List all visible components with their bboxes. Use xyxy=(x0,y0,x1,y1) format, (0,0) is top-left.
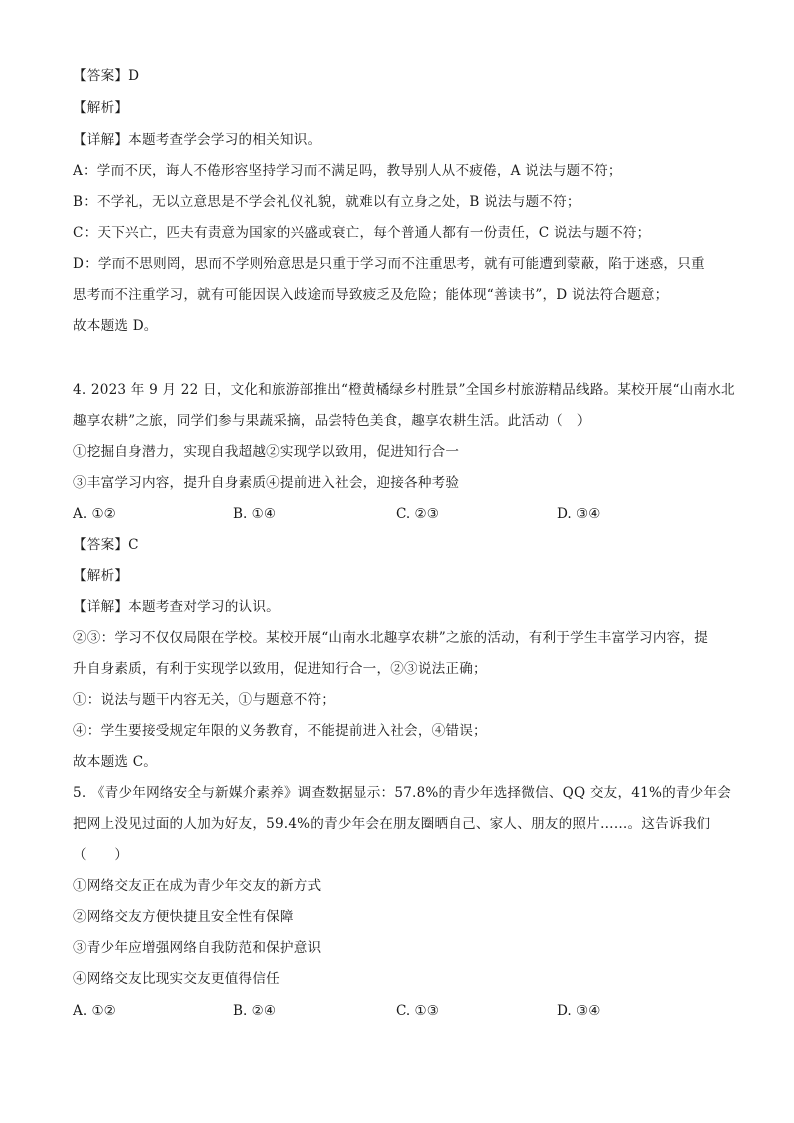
q4-option-c: C. ②③ xyxy=(396,506,439,522)
q4-detail-line: 升自身素质，有利于实现学以致用，促进知行合一，②③说法正确； xyxy=(73,661,487,677)
q5-option-c: C. ①③ xyxy=(396,1003,439,1019)
q4-detail-line: ②③：学习不仅仅局限在学校。某校开展“山南水北趣享农耕”之旅的活动，有利于学生丰富学习内容，提 xyxy=(73,630,709,646)
q3-answer: 【答案】D xyxy=(73,68,140,84)
q4-detail-line: 【详解】本题考查对学习的认识。 xyxy=(73,599,280,615)
q5-option-a: A. ①② xyxy=(73,1003,116,1019)
q3-detail-line: C：天下兴亡，匹夫有责意为国家的兴盛或衰亡，每个普通人都有一份责任，C 说法与题不符； xyxy=(73,225,651,241)
q4-detail-line: 故本题选 C。 xyxy=(73,754,158,770)
q5-stem-line: ①网络交友正在成为青少年交友的新方式 xyxy=(73,878,322,894)
q4-option-a: A. ①② xyxy=(73,506,116,522)
q4-answer: 【答案】C xyxy=(73,537,139,553)
q3-detail-line: A：学而不厌，诲人不倦形容坚持学习而不满足吗，教导别人从不疲倦，A 说法与题不符； xyxy=(73,163,622,179)
q4-stem-line: ①挖掘自身潜力，实现自我超越②实现学以致用，促进知行合一 xyxy=(73,444,460,460)
q5-stem-line: ③青少年应增强网络自我防范和保护意识 xyxy=(73,940,322,956)
q3-detail-line: D：学而不思则罔，思而不学则殆意思是只重于学习而不注重思考，就有可能遭到蒙蔽，陷于迷惑，只重 xyxy=(73,256,705,272)
q4-detail-line: ①：说法与题干内容无关，①与题意不符； xyxy=(73,692,336,708)
q4-detail-line: ④：学生要接受规定年限的义务教育，不能提前进入社会，④错误； xyxy=(73,723,487,739)
q4-analysis-heading: 【解析】 xyxy=(73,568,129,584)
q5-stem-line: （ ） xyxy=(73,847,129,863)
q3-detail-line: 思考而不注重学习，就有可能因误入歧途而导致疲乏及危险；能体现“善读书”，D 说法符合题意； xyxy=(73,287,669,303)
q5-stem-line: ②网络交友方便快捷且安全性有保障 xyxy=(73,909,294,925)
q3-detail-line: 故本题选 D。 xyxy=(73,318,158,334)
q4-option-b: B. ①④ xyxy=(233,506,277,522)
q5-option-d: D. ③④ xyxy=(557,1003,601,1019)
q5-stem-line: 5. 《青少年网络安全与新媒介素养》调查数据显示：57.8%的青少年选择微信、QQ 交友，41%的青少年会 xyxy=(73,785,732,801)
q3-detail-line: 【详解】本题考查学会学习的相关知识。 xyxy=(73,132,322,148)
q5-option-b: B. ②④ xyxy=(233,1003,277,1019)
q4-option-d: D. ③④ xyxy=(557,506,601,522)
q5-stem-line: ④网络交友比现实交友更值得信任 xyxy=(73,971,280,987)
q4-stem-line: ③丰富学习内容，提升自身素质④提前进入社会，迎接各种考验 xyxy=(73,475,460,491)
q4-stem-line: 趣享农耕”之旅，同学们参与果蔬采摘，品尝特色美食，趣享农耕生活。此活动（ ） xyxy=(73,413,591,429)
q4-stem-line: 4. 2023 年 9 月 22 日，文化和旅游部推出“橙黄橘绿乡村胜景”全国乡村旅游精品线路。某校开展“山南水北 xyxy=(73,382,735,398)
q3-analysis-heading: 【解析】 xyxy=(73,100,129,116)
q5-stem-line: 把网上没见过面的人加为好友，59.4%的青少年会在朋友圈晒自己、家人、朋友的照片……。这告诉我们 xyxy=(73,816,711,832)
q3-detail-line: B：不学礼，无以立意思是不学会礼仪礼貌，就难以有立身之处，B 说法与题不符； xyxy=(73,194,581,210)
